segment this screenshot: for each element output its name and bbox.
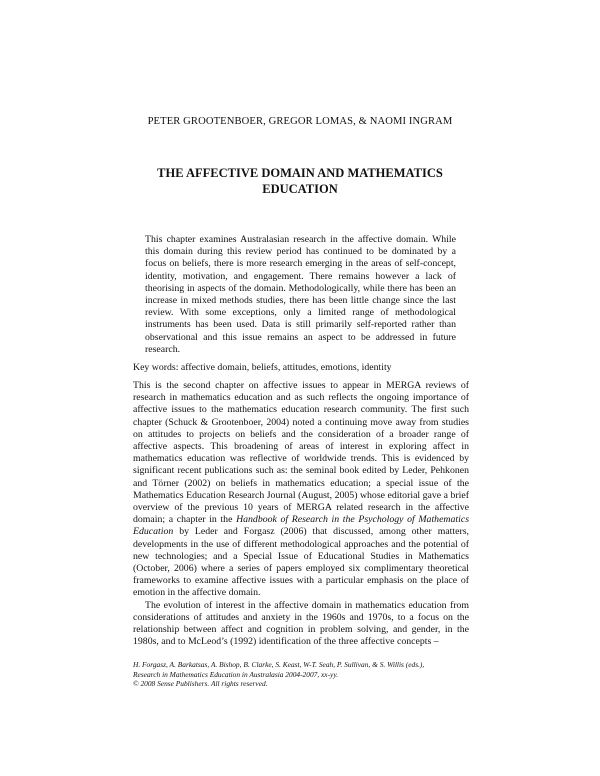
chapter-title-line-2: EDUCATION [262,182,338,196]
footer-line-2: Research in Mathematics Education in Australasia 2004-2007, xx-yy. [133,669,339,679]
author-header: PETER GROOTENBOER, GREGOR LOMAS, & NAOMI INGRAM [147,116,453,127]
abstract: This chapter examines Australasian research in the affective domain. While this domain during this review period has continued to be dominated by a focus on beliefs, there is more research emerging in the areas of self-concept, identity, motivation, and engagement. There remains however a lack of theorising in aspects of the domain. Methodologically, while there has been an increase in mixed methods studies, there has been little change since the last review. With some exceptions, only a limited range of methodological instruments has been used. Data is still primarily self-reported rather than observational and this issue remains an aspect to be addressed in future research. [145,234,456,355]
chapter-title-line-1: THE AFFECTIVE DOMAIN AND MATHEMATICS [157,166,443,180]
paragraph-1-part-1: This is the second chapter on affective issues to appear in MERGA reviews of research in mathematics education and as such reflects the ongoing importance of affective issues to the mathematics education research community. The first such chapter (Schuck & Grootenboer, 2004) noted a continuing move away from studies on attitudes to projects on beliefs and the consideration of a broader range of affective aspects. This broadening of areas of interest in exploring affect in mathematics education was reflective of worldwide trends. This is evidenced by significant recent publications such as: the seminal book edited by Leder, Pehkonen and Törner (2002) on beliefs in mathematics education; a special issue of the Mathematics Education Research Journal (August, 2005) whose editorial gave a brief overview of the previous 10 years of MERGA related research in the affective domain; a chapter in the [133,380,469,526]
paragraph-2: The evolution of interest in the affective domain in mathematics education from considerations of attitudes and anxiety in the 1960s and 1970s, to a focus on the relationship between affect and cognition in problem solving, and gender, in the 1980s, and to McLeod’s (1992) identification of the three affective concepts – [133,599,469,648]
keywords: Key words: affective domain, beliefs, attitudes, emotions, identity [133,362,392,373]
chapter-title [0,165,600,197]
citation-footer [133,660,473,689]
paragraph-1-part-2: by Leder and Forgasz (2006) that discussed, among other matters, developments in the use of different methodological approaches and the potential of new technologies; and a Special Issue of Educational Studies in Mathematics (October, 2006) where a series of papers employed six complimentary theoretical frameworks to examine affective issues with a particular emphasis on the place of emotion in the affective domain. [133,526,469,599]
footer-line-1: H. Forgasz, A. Barkatsas, A. Bishop, B. Clarke, S. Keast, W-T. Seah, P. Sullivan, & S. Willis (eds.), [133,660,425,669]
footer-line-3: © 2008 Sense Publishers. All rights reserved. [133,679,268,689]
paragraph-1 [133,380,469,600]
body-text [133,380,469,648]
handbook-title: Handbook of Research in the Psychology of Mathematics Education [133,514,470,538]
